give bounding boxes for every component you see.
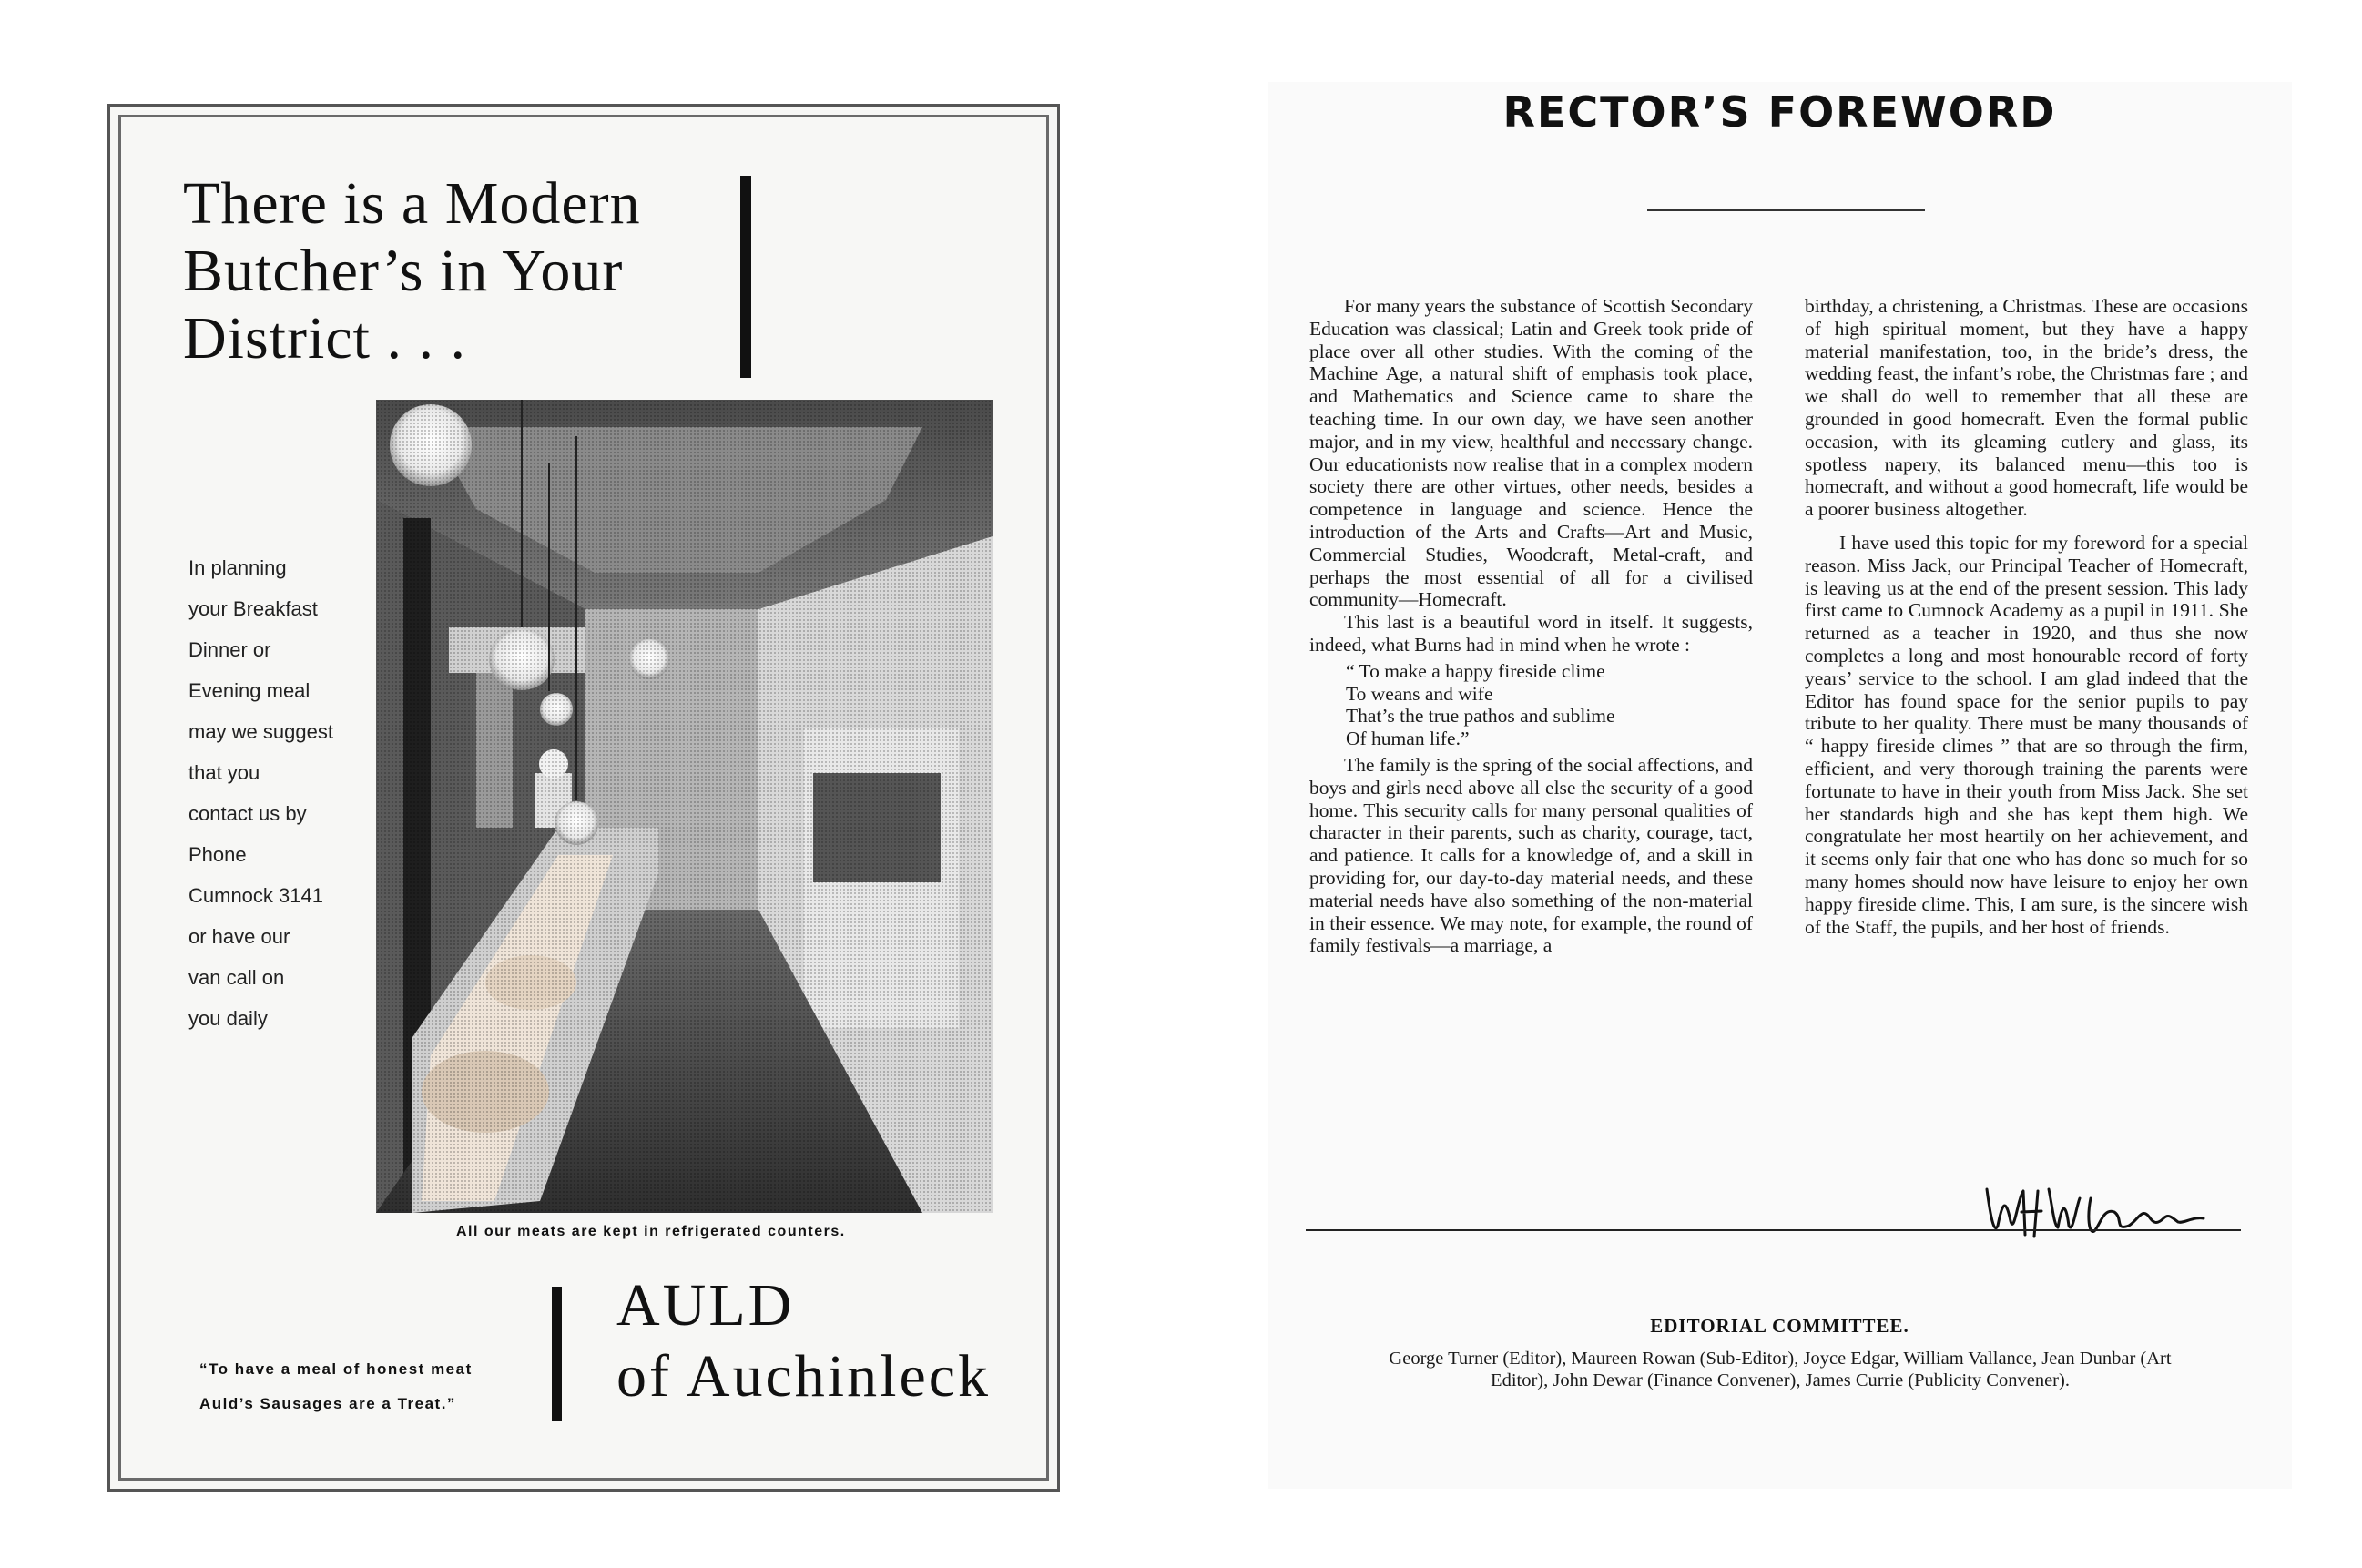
planning-line: In planning xyxy=(188,556,287,579)
rectors-foreword-page xyxy=(1268,82,2292,1489)
planning-line: Evening meal xyxy=(188,679,311,702)
rector-signature xyxy=(1978,1171,2214,1253)
motto-line: Auld’s Sausages are a Treat.” xyxy=(199,1395,456,1412)
butcher-shop-photo xyxy=(376,400,993,1213)
brand-line: of Auchinleck xyxy=(616,1343,992,1410)
title-rule xyxy=(1647,209,1925,211)
verse-line: Of human life.” xyxy=(1346,728,1470,750)
ad-headline-line: Butcher’s in Your xyxy=(183,238,624,304)
ad-headline xyxy=(183,170,766,372)
verse-line: To weans and wife xyxy=(1346,682,1493,705)
planning-line: you daily xyxy=(188,1007,268,1030)
paragraph: For many years the substance of Scottish Secondary Education was classical; Latin and Greek took pride of place over all other studies. With the coming of the Machine Age, a natural shift of emphasis took place, and Mathematics and Science came to share the teaching time. In our own day, we have seen another major, and in my view, healthful and necessary change. Our educationists now realise that in a complex modern society there are other virtues, other needs, besides a competence in language and science. Hence the introduction of the Arts and Crafts—Art and Music, Commercial Studies, Woodcraft, Metal-craft, and perhaps the most essential of all for a civilised community—Homecraft. xyxy=(1309,295,1753,611)
planning-line: van call on xyxy=(188,966,285,989)
planning-text xyxy=(188,547,371,1039)
editorial-committee-members: George Turner (Editor), Maureen Rowan (Sub-Editor), Joyce Edgar, William Vallance, Jean Dunbar (Art Editor), John Dewar (Finance Convener), James Currie (Publicity Convener). xyxy=(1389,1349,2172,1390)
brand-line: AULD xyxy=(616,1272,795,1339)
ad-headline-line: There is a Modern xyxy=(183,170,641,237)
editorial-committee-title: EDITORIAL COMMITTEE. xyxy=(1650,1315,1909,1337)
planning-line: Dinner or xyxy=(188,638,271,661)
brand-divider-bar xyxy=(552,1287,562,1421)
verse-line: “ To make a happy fireside clime xyxy=(1346,659,1605,682)
headline-divider-bar xyxy=(740,176,751,378)
foreword-left-column xyxy=(1309,295,1753,957)
butcher-brand-name xyxy=(616,1270,991,1412)
ad-headline-line: District . . . xyxy=(183,305,466,372)
planning-line: Cumnock 3141 xyxy=(188,884,323,907)
planning-line: or have our xyxy=(188,925,290,948)
burns-quotation xyxy=(1346,660,1753,750)
foreword-title: RECTOR’S FOREWORD xyxy=(1502,87,2057,137)
signature-rule xyxy=(1306,1229,2241,1231)
paragraph: I have used this topic for my foreword for a special reason. Miss Jack, our Principal Teacher of Homecraft, is leaving us at the end of the present session. This lady first came to Cumnock Academy as a pupil in 1911. She returned as a teacher in 1920, and thus she now completes a long and most honourable record of forty years’ service to the school. I am glad indeed that the Editor has found space for the senior pupils to pay tribute to her quality. There must be many thousands of “ happy fireside climes ” that are so through the firm, efficient, and very thorough training the parents were fortunate to have in their youth from Miss Jack. She set her standards high and she has kept them high. We congratulate her most heartily on her achievement, and it seems only fair that one who has done so much for so many homes should now have leisure to enjoy her own happy fireside clime. This, I am sure, is the sincere wish of the Staff, the pupils, and her host of friends. xyxy=(1805,531,2248,938)
paragraph: This last is a beautiful word in itself. It suggests, indeed, what Burns had in mind when he wrote : xyxy=(1309,611,1753,656)
sausage-motto xyxy=(199,1352,545,1421)
verse-line: That’s the true pathos and sublime xyxy=(1346,705,1615,728)
planning-line: that you xyxy=(188,761,260,784)
planning-line: contact us by xyxy=(188,802,307,825)
planning-line: your Breakfast xyxy=(188,597,318,620)
paragraph: The family is the spring of the social affections, and boys and girls need above all else the security of a good home. This security calls for many personal qualities of character in their parents, such as charity, courage, tact, and patience. It calls for a knowledge of, and a skill in providing for, our day-to-day material needs, and these material needs have also something of the non-material in their essence. We may note, for example, the round of family festivals—a marriage, a xyxy=(1309,753,1753,957)
photo-caption: All our meats are kept in refrigerated counters. xyxy=(456,1224,846,1239)
paragraph: birthday, a christening, a Christmas. These are occasions of high spiritual moment, but they have a happy material manifestation, too, in the bride’s dress, the wedding feast, the infant’s robe, the Christmas fare ; and we shall do well to remember that all these are grounded in good homecraft. Even the formal public occasion, with its gleaming cutlery and glass, its spotless napery, its balanced menu—this too is homecraft, and without a good homecraft, life would be a poorer business altogether. xyxy=(1805,295,2248,521)
butcher-advertisement-page xyxy=(107,104,1060,1492)
motto-line: “To have a meal of honest meat xyxy=(199,1360,473,1378)
planning-line: may we suggest xyxy=(188,720,333,743)
foreword-right-column xyxy=(1805,295,2248,938)
planning-line: Phone xyxy=(188,843,247,866)
